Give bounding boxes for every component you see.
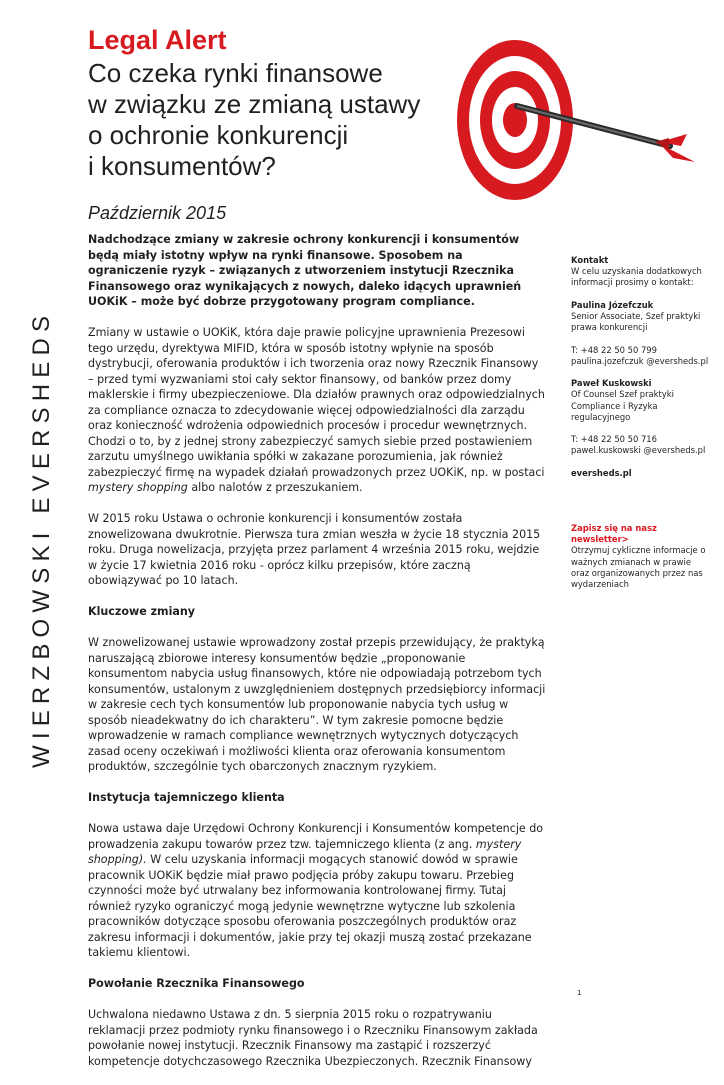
body-paragraph: Uchwalona niedawno Ustawa z dn. 5 sierpnia 2015 roku o rozpatrywaniu reklamacji przez podmioty rynku finansowego i o Rzeczniku Finansowym zakłada powołanie nowej instytucji. Rzecznik Finansowy ma zastąpić i rozszerzyć kompetencje dotychczasowego Rzecznika Ubezpieczonych. Rzecznik Finansowy xyxy=(88,1008,538,1068)
title-line: o ochronie konkurencji xyxy=(88,120,349,150)
title-line: i konsumentów? xyxy=(88,151,276,181)
contact-email[interactable]: paulina.jozefczuk @eversheds.pl xyxy=(571,355,709,366)
website-link[interactable]: eversheds.pl xyxy=(571,467,632,478)
legal-alert-label: Legal Alert xyxy=(88,25,227,55)
body-paragraph: W 2015 roku Ustawa o ochronie konkurencji i konsumentów została znowelizowana dwukrotnie. Pierwsza tura zmian weszła w życie 18 stycznia 2015 roku. Druga nowelizacja, przyjęta przez parlament 4 września 2015 roku, wejdzie w życie 17 kwietnia 2016 roku - oprócz kilku przepisów, które zaczną obowiązywać po 10 latach. xyxy=(88,512,541,587)
contact-intro-block xyxy=(571,255,711,289)
page-number: 1 xyxy=(577,989,582,997)
contact-sidebar xyxy=(571,255,711,601)
body-paragraph xyxy=(88,821,546,961)
text-run: W celu uzyskania informacji mogących stanowić dowód w sprawie pracownik UOKiK będzie miał prawo podjęcia próby zakupu towaru. Przebieg czynności może być utrwalany bez informowania kontrolowanej firmy. Tutaj również ryzyko ograniczyć mogą jedynie wewnętrzne wytyczne lub szkolenia pracowników dotyczące sposobu oferowania poszczególnych produktów oraz zakresu informacji i dokumentów, jakie przy tej okazji muszą zostać przekazane takiemu klientowi. xyxy=(88,853,532,959)
newsletter-text: Otrzymuj cykliczne informacje o ważnych zmianach w prawie oraz organizowanych przez nas wydarzeniach xyxy=(571,545,706,589)
contact-name: Paulina Józefczuk xyxy=(571,299,654,310)
contact-role: Of Counsel Szef praktyki Compliance i Ryzyka regulacyjnego xyxy=(571,389,674,422)
contact-person xyxy=(571,378,711,423)
website-block xyxy=(571,468,711,479)
newsletter-block xyxy=(571,523,711,590)
contact-email[interactable]: pawel.kuskowski @eversheds.pl xyxy=(571,445,706,456)
text-run: Zmiany w ustawie o UOKiK, która daje prawie policyjne uprawnienia Prezesowi tego urzędu, dyrektywa MIFID, która w sposób istotny wpłynie na sposób dystrybucji, oferowania produktów i ich tworzenia oraz nowy Rzecznik Finansowy – przed tymi wyzwaniami stoi cały sektor finansowy, od banków przez domy maklerskie i firmy ubezpieczeniowe. Dla działów prawnych oraz odpowiedzialnych za compliance oznacza to zdecydowanie więcej odpowiedzialności dla zarządu oraz konieczność wdrożenia odpowiednich procesów i procedur wewnętrznych. Chodzi o to, by z jednej strony zabezpieczyć samych siebie przed postawieniem zarzutu umyślnego uwikłania spółki w zakazane porozumienia, jak również zabezpieczyć firmę na wypadek działań prowadzonych przez UOKiK, np. w postaci xyxy=(88,326,545,479)
brand-vertical-text: WIERZBOWSKI EVERSHEDS xyxy=(28,309,55,768)
italic-run: mystery shopping). xyxy=(88,837,522,866)
contact-phone: T: +48 22 50 50 716 xyxy=(571,434,657,445)
title-line: Co czeka rynki finansowe xyxy=(88,58,383,88)
dart-target-icon xyxy=(455,38,705,208)
target-board xyxy=(457,40,573,200)
body-paragraph: W znowelizowanej ustawie wprowadzony został przepis przewidujący, że praktyką naruszającą zbiorowe interesy konsumentów będzie „proponowanie konsumentom nabycia usług finansowych, które nie odpowiadają potrzebom tych konsumentów, ustalonym z uwzględnieniem dostępnych przedsiębiorcy informacji w zakresie cech tych konsumentów lub proponowanie nabycia tych usług w sposób nieadekwatny do ich charakteru”. W tym zakresie pomocne będzie wprowadzenie w ramach compliance wewnętrznych wytycznych dotyczących zasad oceny oczekiwań i możliwości klienta oraz oferowania konsumentom produktów, szczególnie tych obarczonych znacznym ryzykiem. xyxy=(88,636,546,773)
contact-title: Kontakt xyxy=(571,255,609,265)
section-heading: Instytucja tajemniczego klienta xyxy=(88,791,285,804)
newsletter-link[interactable]: Zapisz się na nasz newsletter> xyxy=(571,522,657,545)
section-heading: Powołanie Rzecznika Finansowego xyxy=(88,977,305,990)
article-body xyxy=(88,232,546,1085)
title-line: w związku ze zmianą ustawy xyxy=(88,89,421,119)
contact-name: Paweł Kuskowski xyxy=(571,378,652,389)
italic-run: mystery shopping xyxy=(88,481,188,494)
text-run: albo nalotów z przeszukaniem. xyxy=(187,481,363,494)
page-title xyxy=(88,58,458,182)
contact-details xyxy=(571,345,711,367)
contact-person xyxy=(571,300,711,334)
brand-wordmark xyxy=(24,28,60,768)
text-run: Nowa ustawa daje Urzędowi Ochrony Konkurencji i Konsumentów kompetencje do prowadzenia zakupu towarów przez tzw. tajemniczego klienta (z ang. xyxy=(88,822,544,851)
contact-intro: W celu uzyskania dodatkowych informacji prosimy o kontakt: xyxy=(571,266,702,288)
section-heading: Kluczowe zmiany xyxy=(88,605,196,618)
issue-date: Październik 2015 xyxy=(88,203,227,223)
title-block xyxy=(88,24,458,182)
body-paragraph xyxy=(88,325,546,496)
contact-phone: T: +48 22 50 50 799 xyxy=(571,344,657,355)
lead-paragraph: Nadchodzące zmiany w zakresie ochrony konkurencji i konsumentów będą miały istotny wpływ na rynki finansowe. Sposobem na ograniczenie ryzyk – związanych z utworzeniem instytucji Rzecznika Finansowego oraz wynikających z nowych, daleko idących uprawnień UOKiK – może być dobrze przygotowany program compliance. xyxy=(88,233,522,308)
contact-role: Senior Associate, Szef praktyki prawa konkurencji xyxy=(571,311,701,333)
contact-details xyxy=(571,434,711,456)
